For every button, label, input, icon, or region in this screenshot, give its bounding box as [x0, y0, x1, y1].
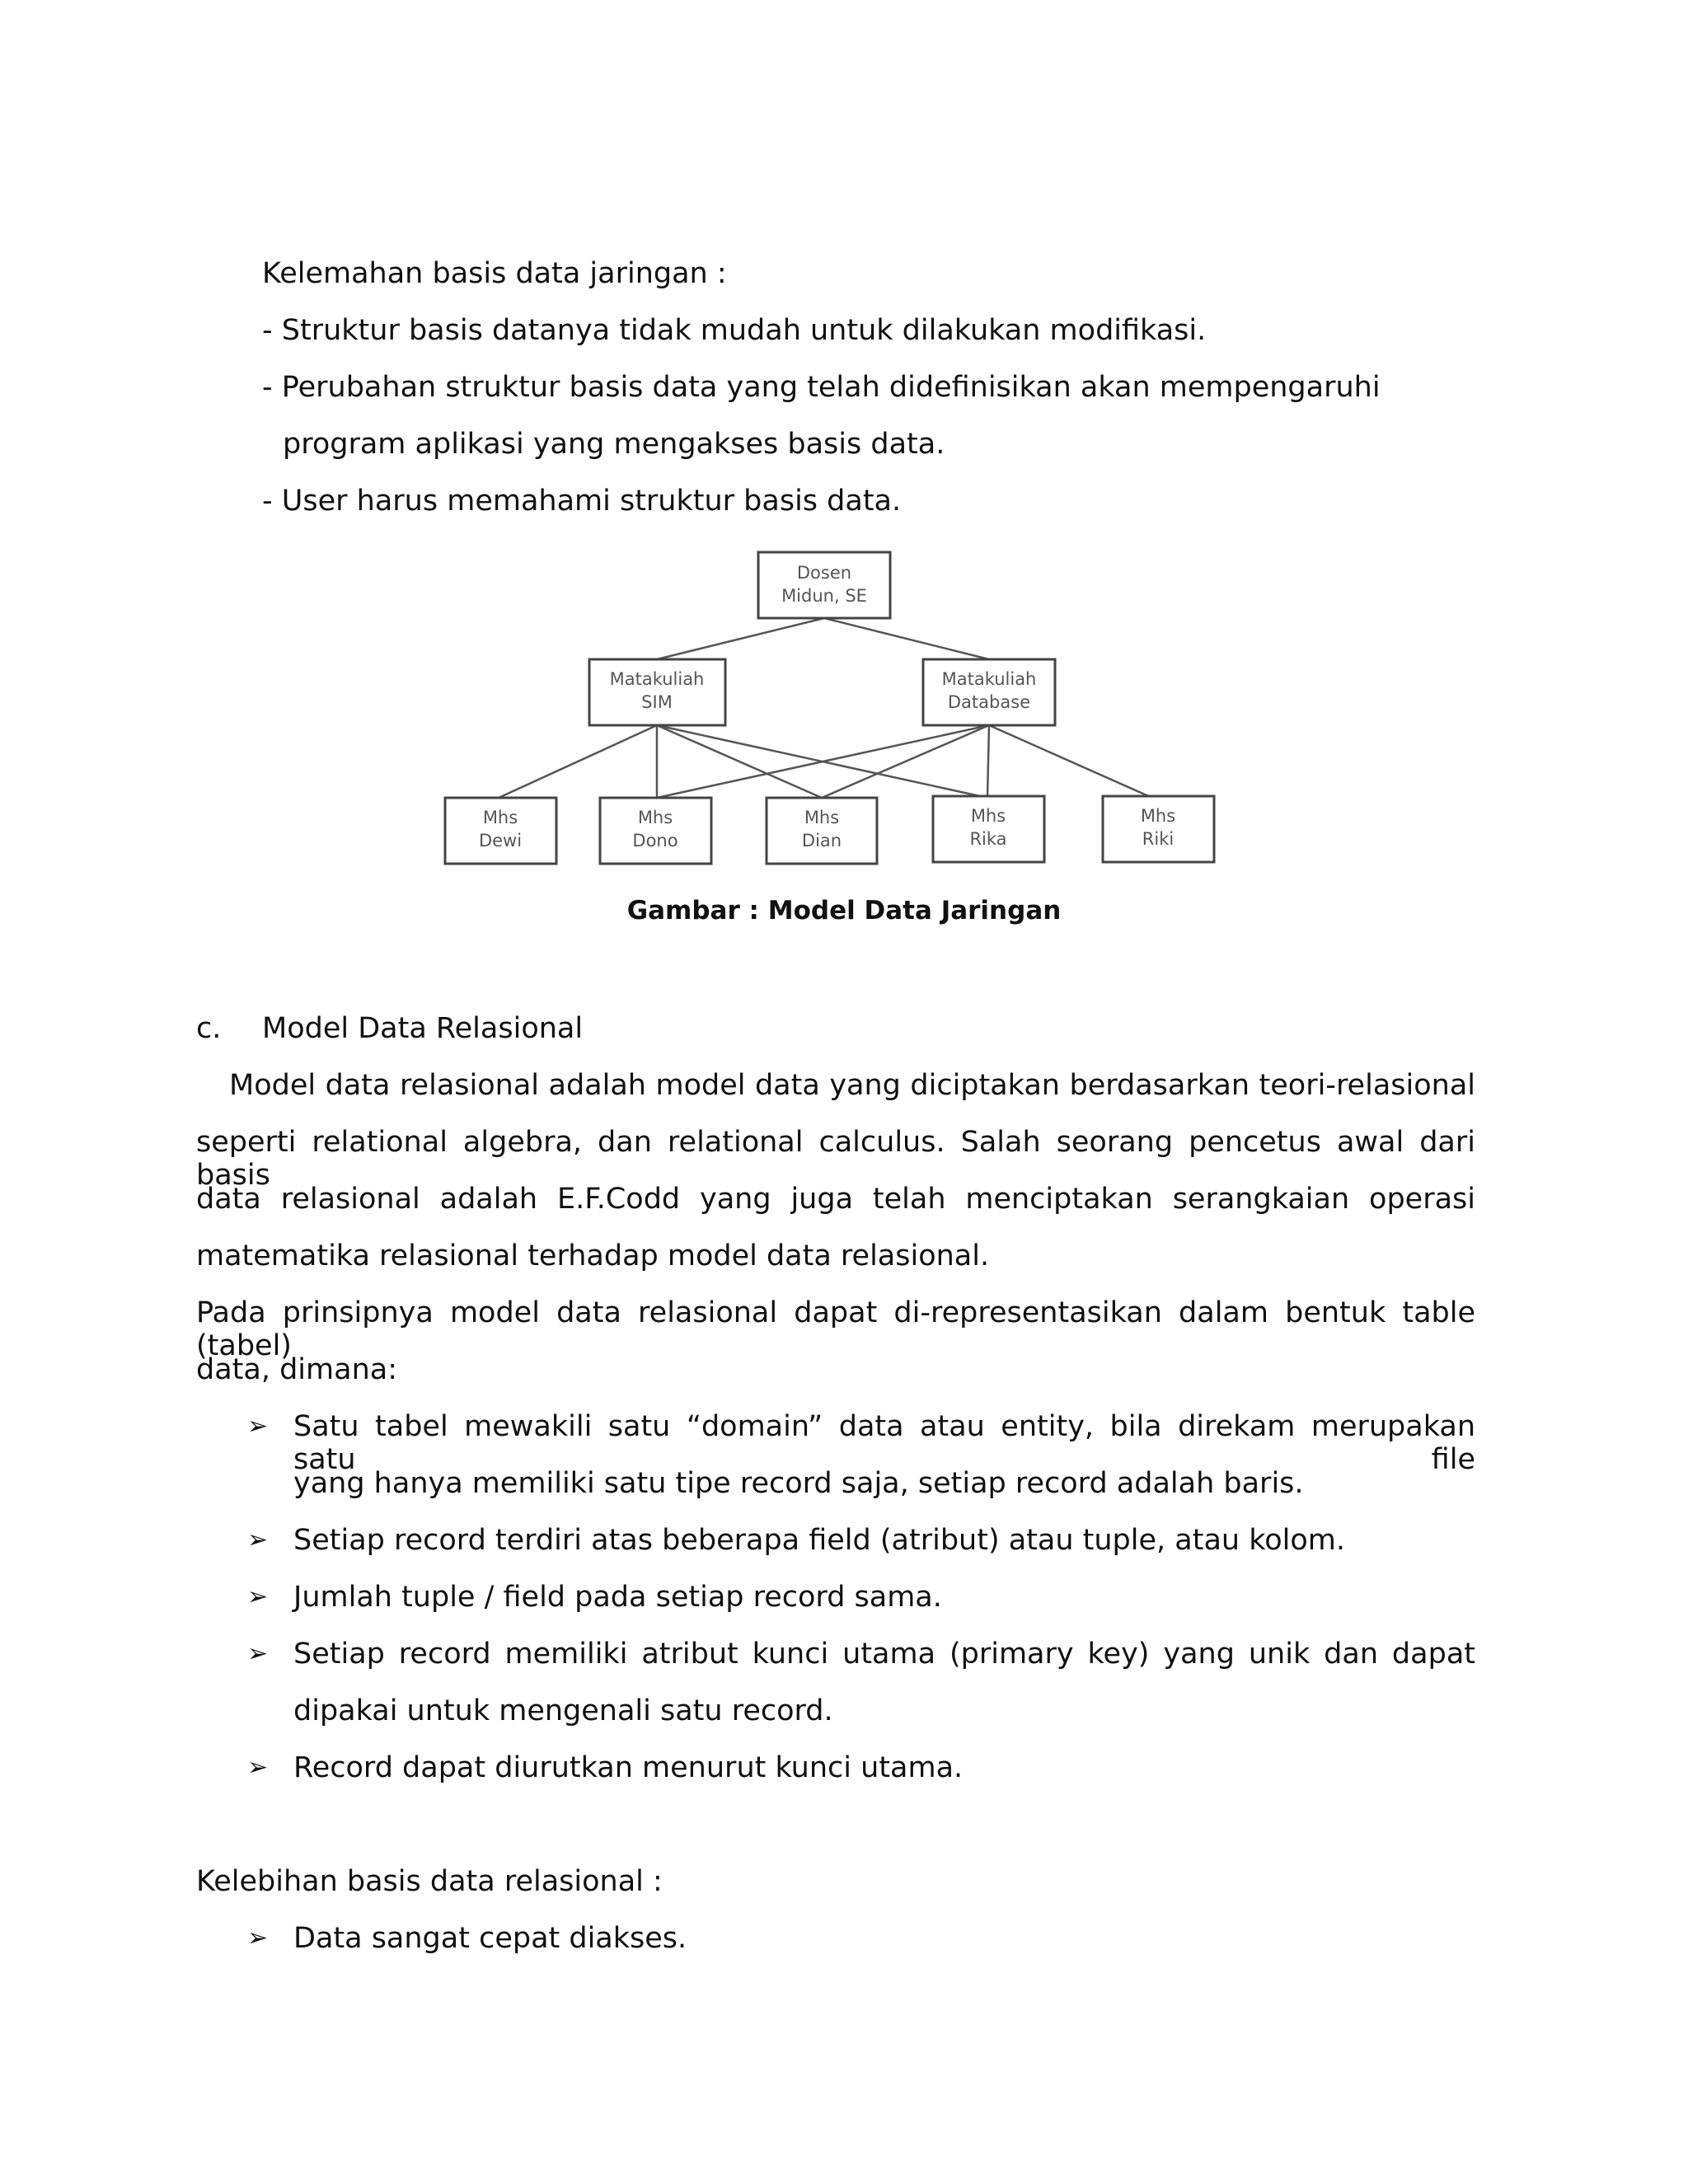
paragraph-line: matematika relasional terhadap model data relasional.: [196, 1240, 990, 1272]
paragraph-line: Pada prinsipnya model data relasional dapat di-representasikan dalam bentuk table (tabel): [196, 1296, 1475, 1362]
node-dosen: [758, 552, 890, 618]
node-dono-sublabel: Dono: [632, 831, 678, 851]
node-dian-sublabel: Dian: [801, 831, 842, 851]
strength-heading: Kelebihan basis data relasional :: [196, 1865, 663, 1898]
node-dosen-label: Dosen: [796, 563, 852, 583]
node-database-label: Matakuliah: [941, 669, 1037, 689]
network-model-diagram: [0, 0, 1688, 907]
paragraph-line: data relasional adalah E.F.Codd yang juga telah menciptakan serangkaian operasi: [196, 1183, 1475, 1216]
figure-caption: Gambar : Model Data Jaringan: [626, 896, 1062, 926]
node-database-sublabel: Database: [947, 692, 1031, 712]
paragraph-line: seperti relational algebra, dan relational calculus. Salah seorang pencetus awal dari basis: [196, 1126, 1475, 1192]
node-sim-label: Matakuliah: [609, 669, 705, 689]
node-dewi-label: Mhs: [482, 808, 518, 827]
section-marker: c.: [196, 1012, 222, 1045]
node-dian-label: Mhs: [804, 808, 840, 827]
list-item-line: Satu tabel mewakili satu “domain” data atau entity, bila direkam merupakan satu file: [293, 1410, 1475, 1476]
list-item-line: yang hanya memiliki satu tipe record saja, setiap record adalah baris.: [293, 1467, 1304, 1500]
node-sim-sublabel: SIM: [641, 692, 673, 712]
list-item-line: dipakai untuk mengenali satu record.: [293, 1694, 833, 1727]
paragraph-line: Model data relasional adalah model data yang diciptakan berdasarkan teori-relasional: [229, 1069, 1475, 1102]
node-rika-sublabel: Rika: [969, 829, 1007, 849]
node-dono-label: Mhs: [637, 808, 673, 827]
node-rika-label: Mhs: [970, 806, 1006, 826]
arrow-bullet-icon: ➢: [247, 1639, 269, 1668]
section-title: Model Data Relasional: [262, 1012, 584, 1045]
weakness-item-continuation: program aplikasi yang mengakses basis data.: [283, 428, 945, 461]
arrow-bullet-icon: ➢: [247, 1753, 269, 1782]
arrow-bullet-icon: ➢: [247, 1412, 269, 1441]
arrow-bullet-icon: ➢: [247, 1582, 269, 1611]
weakness-item: - Perubahan struktur basis data yang telah didefinisikan akan mempengaruhi: [262, 371, 1381, 404]
list-item-line: Setiap record terdiri atas beberapa field (atribut) atau tuple, atau kolom.: [293, 1524, 1345, 1557]
weakness-heading: Kelemahan basis data jaringan :: [262, 257, 727, 290]
weakness-item: - User harus memahami struktur basis data.: [262, 485, 902, 518]
weakness-item: - Struktur basis datanya tidak mudah untuk dilakukan modifikasi.: [262, 314, 1207, 347]
list-item-line: Jumlah tuple / field pada setiap record sama.: [293, 1581, 942, 1614]
list-item-line: Record dapat diurutkan menurut kunci utama.: [293, 1751, 964, 1784]
node-dosen-sublabel: Midun, SE: [781, 586, 867, 606]
node-riki-label: Mhs: [1140, 806, 1176, 826]
arrow-bullet-icon: ➢: [247, 1526, 269, 1554]
arrow-bullet-icon: ➢: [247, 1924, 269, 1952]
node-dewi-sublabel: Dewi: [478, 831, 523, 851]
list-item-line: Data sangat cepat diakses.: [293, 1922, 687, 1955]
node-riki-sublabel: Riki: [1142, 829, 1175, 849]
list-item-line: Setiap record memiliki atribut kunci utama (primary key) yang unik dan dapat: [293, 1638, 1475, 1671]
paragraph-line: data, dimana:: [196, 1353, 397, 1386]
